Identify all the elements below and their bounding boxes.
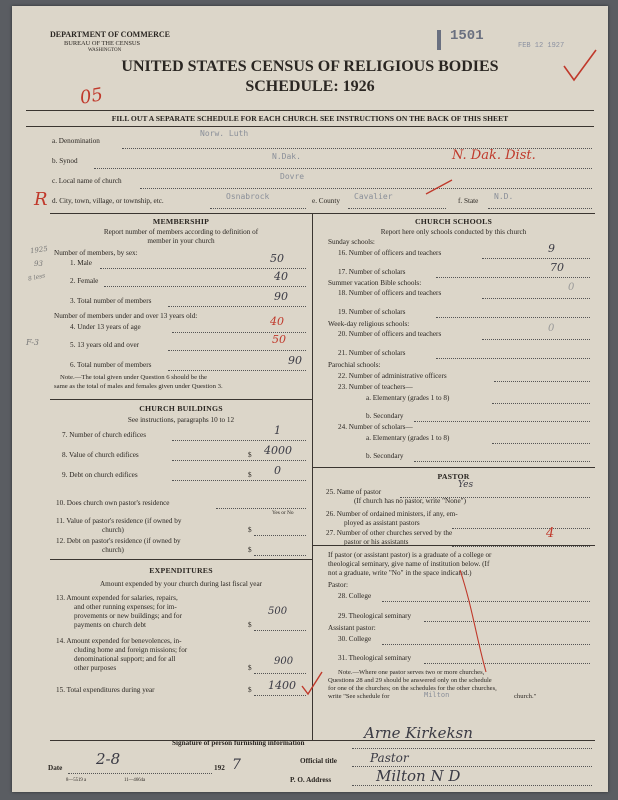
r-mark: R: [34, 189, 48, 210]
rule: [50, 399, 312, 400]
q6-label: 6. Total number of members: [70, 361, 152, 369]
year-value[interactable]: 7: [232, 757, 241, 773]
pastor-note-2: Questions 28 and 29 should be answered only on the schedule: [328, 677, 492, 684]
q23a-label: a. Elementary (grades 1 to 8): [366, 394, 450, 402]
q13-label-4: payments on church debt: [74, 621, 147, 629]
margin-note-year: 1925: [29, 244, 49, 256]
q17-label: 17. Number of scholars: [338, 268, 406, 276]
buildings-subtitle: See instructions, paragraphs 10 to 12: [127, 416, 235, 424]
form-code: 8—5519 a: [66, 778, 87, 783]
state-label: f. State: [458, 197, 479, 205]
margin-note-count: 93: [34, 260, 43, 268]
expenditures-subtitle: Amount expended by your church during last fiscal year: [99, 580, 263, 588]
q13-value[interactable]: 500: [268, 606, 288, 617]
membership-subtitle-2: member in your church: [147, 237, 215, 245]
q11-dollar: $: [248, 526, 252, 534]
pastor-sub-label: Pastor:: [328, 581, 348, 589]
pastor-note-4-end: church.": [514, 693, 537, 700]
local-name-line: [140, 188, 592, 189]
membership-note-1: Note.—The total given under Question 6 should be the: [60, 374, 207, 381]
q8-label: 8. Value of church edifices: [62, 451, 139, 459]
q5-line: [168, 350, 306, 351]
q15-line: [254, 695, 306, 696]
q29-line: [424, 621, 590, 622]
q9-dollar: $: [248, 471, 252, 479]
buildings-title: CHURCH BUILDINGS: [139, 404, 223, 413]
city-line: [210, 208, 306, 209]
q14-dollar: $: [248, 664, 252, 672]
q17-value[interactable]: 70: [550, 261, 564, 274]
red-strike-icon: [452, 566, 492, 676]
weekday-label: Week-day religious schools:: [328, 320, 410, 328]
pastor-note-value[interactable]: Milton: [424, 691, 450, 699]
pastor-note-1: Note.—Where one pastor serves two or more churches,: [338, 669, 485, 676]
q30-label: 30. College: [338, 635, 372, 643]
q3-label: 3. Total number of members: [70, 297, 152, 305]
q11-line: [254, 535, 306, 536]
q12-label-1: 12. Debt on pastor's residence (if owned by: [56, 537, 181, 545]
q24a-label: a. Elementary (grades 1 to 8): [366, 434, 450, 442]
q14-label-4: other purposes: [74, 664, 117, 672]
synod-typed-value[interactable]: N.Dak.: [272, 152, 301, 161]
q14-label-1: 14. Amount expended for benevolences, in-: [56, 637, 182, 645]
q25-label: 25. Name of pastor: [326, 488, 382, 496]
city-value[interactable]: Osnabrock: [226, 192, 270, 201]
instructions: FILL OUT A SEPARATE SCHEDULE FOR EACH CHURCH. SEE INSTRUCTIONS ON THE BACK OF THIS SHEET: [111, 114, 509, 123]
red-slash-icon: [424, 176, 454, 198]
form-title: UNITED STATES CENSUS OF RELIGIOUS BODIES: [121, 58, 499, 75]
q13-dollar: $: [248, 621, 252, 629]
q13-label-2: and other running expenses; for im-: [74, 603, 177, 611]
q18-line: [482, 298, 590, 299]
pastor-note-4: write "See schedule for: [328, 693, 390, 700]
q26-line: [452, 528, 590, 529]
q22-label: 22. Number of administrative officers: [338, 372, 447, 380]
q24-label: 24. Number of scholars—: [338, 423, 413, 431]
q16-value[interactable]: 9: [548, 242, 555, 255]
q14-label-3: denominational support; and for all: [74, 655, 176, 663]
department-name: DEPARTMENT OF COMMERCE: [50, 30, 171, 39]
by-sex-label: Number of members, by sex:: [54, 249, 138, 257]
address-value[interactable]: Milton N D: [376, 767, 461, 785]
county-label: e. County: [312, 197, 340, 205]
local-name-value[interactable]: Dovre: [280, 172, 305, 181]
q9-line: [172, 480, 306, 481]
state-line: [488, 208, 592, 209]
form-code-2: 11—4664a: [124, 778, 146, 783]
signature-line: [352, 748, 592, 749]
census-form-sheet: [12, 6, 608, 792]
q23a-line: [492, 403, 590, 404]
q8-value[interactable]: 4000: [264, 444, 292, 457]
grad-text-2: theological seminary, give name of institution below. (If: [328, 560, 490, 568]
rule: [26, 126, 594, 127]
stamp-number: 1501: [450, 28, 484, 44]
q27-line: [452, 546, 590, 547]
q7-value[interactable]: 1: [274, 424, 281, 437]
q19-line: [436, 317, 590, 318]
bureau-name: BUREAU OF THE CENSUS: [64, 40, 141, 47]
q2-line: [104, 286, 306, 287]
q6-line: [168, 370, 306, 371]
grad-text-3: not a graduate, write "No" in the space indicated.): [328, 569, 472, 577]
city-label: d. City, town, village, or township, etc.: [52, 197, 164, 205]
q23-label: 23. Number of teachers—: [338, 383, 413, 391]
stamp-bar-icon: [437, 30, 441, 50]
q3-line: [168, 306, 306, 307]
q10-label: 10. Does church own pastor's residence: [56, 499, 170, 507]
membership-title: MEMBERSHIP: [152, 217, 210, 226]
q31-label: 31. Theological seminary: [338, 654, 412, 662]
year-prefix: 192: [214, 764, 225, 772]
synod-label: b. Synod: [52, 157, 78, 165]
official-title-label: Official title: [300, 757, 337, 765]
q7-label: 7. Number of church edifices: [62, 431, 147, 439]
rule: [312, 467, 595, 468]
q15-value[interactable]: 1400: [268, 679, 296, 692]
q15-label: 15. Total expenditures during year: [56, 686, 155, 694]
q25-value[interactable]: Yes: [458, 480, 474, 490]
q25-note: (If church has no pastor, write "None"): [354, 497, 466, 505]
q23b-label: b. Secondary: [366, 412, 404, 420]
q2-label: 2. Female: [70, 277, 99, 285]
membership-subtitle-1: Report number of members according to definition of: [103, 228, 259, 236]
city-name: WASHINGTON: [88, 48, 122, 53]
q11-label-1: 11. Value of pastor's residence (if owned by: [56, 517, 182, 525]
schools-title: CHURCH SCHOOLS: [414, 217, 493, 226]
local-name-label: c. Local name of church: [52, 177, 122, 185]
pastor-title: PASTOR: [437, 472, 470, 481]
parochial-label: Parochial schools:: [328, 361, 381, 369]
q1-value[interactable]: 50: [270, 252, 284, 265]
rule: [50, 213, 595, 214]
schedule-title: SCHEDULE: 1926: [245, 78, 375, 95]
q18-label: 18. Number of officers and teachers: [338, 289, 442, 297]
q14-label-2: cluding home and foreign missions; for: [74, 646, 188, 654]
signature-label: Signature of person furnishing information: [172, 739, 305, 747]
q20-label: 20. Number of officers and teachers: [338, 330, 442, 338]
q1-line: [100, 268, 306, 269]
state-value[interactable]: N.D.: [494, 192, 514, 201]
expenditures-title: EXPENDITURES: [149, 566, 213, 575]
denomination-value[interactable]: Norw. Luth: [200, 129, 249, 138]
denomination-label: a. Denomination: [52, 137, 100, 145]
q27-value[interactable]: 4: [546, 526, 555, 541]
q21-label: 21. Number of scholars: [338, 349, 406, 357]
official-title-value[interactable]: Pastor: [370, 751, 409, 765]
q9-label: 9. Debt on church edifices: [62, 471, 138, 479]
q9-value[interactable]: 0: [274, 464, 281, 477]
county-value[interactable]: Cavalier: [354, 192, 393, 201]
address-line: [352, 785, 592, 786]
q12-dollar: $: [248, 546, 252, 554]
q13-label-1: 13. Amount expended for salaries, repairs,: [56, 594, 178, 602]
q19-label: 19. Number of scholars: [338, 308, 406, 316]
q7-line: [172, 440, 306, 441]
q4-value[interactable]: 40: [270, 315, 284, 328]
q24a-line: [492, 443, 590, 444]
q24b-line: [414, 461, 590, 462]
q15-check-icon: [300, 670, 324, 698]
q3-value[interactable]: 90: [274, 290, 288, 303]
q26-label-1: 26. Number of ordained ministers, if any, em-: [326, 510, 458, 518]
membership-note-2: same as the total of males and females given under Question 3.: [54, 383, 223, 390]
synod-handwritten-value[interactable]: N. Dak. Dist.: [452, 148, 536, 163]
q8-dollar: $: [248, 451, 252, 459]
rule: [50, 559, 312, 560]
check-mark-icon: [560, 46, 600, 86]
q5-value[interactable]: 50: [272, 333, 286, 346]
under-over-label: Number of members under and over 13 years old:: [54, 312, 198, 320]
q10-line: [216, 508, 306, 509]
q14-line: [254, 673, 306, 674]
q16-label: 16. Number of officers and teachers: [338, 249, 442, 257]
q4-label: 4. Under 13 years of age: [70, 323, 141, 331]
q20-value[interactable]: 0: [548, 323, 555, 334]
q15-dollar: $: [248, 686, 252, 694]
q6-value[interactable]: 90: [288, 354, 302, 367]
q2-value[interactable]: 40: [274, 270, 288, 283]
q27-label-1: 27. Number of other churches served by the: [326, 529, 453, 537]
grad-text-1: If pastor (or assistant pastor) is a graduate of a college or: [328, 551, 492, 559]
q31-line: [424, 663, 590, 664]
q17-line: [436, 277, 590, 278]
q12-line: [254, 555, 306, 556]
sunday-label: Sunday schools:: [328, 238, 375, 246]
date-value[interactable]: 2-8: [96, 750, 121, 768]
q29-label: 29. Theological seminary: [338, 612, 412, 620]
margin-mark: 05: [78, 84, 105, 109]
rule: [50, 740, 595, 741]
date-line: [68, 773, 212, 774]
q13-label-3: provements or new buildings; and for: [74, 612, 182, 620]
q26-label-2: ployed as assistant pastors: [344, 519, 420, 527]
county-line: [348, 208, 446, 209]
signature-value[interactable]: Arne Kirkeksn: [364, 724, 473, 742]
stamp-date: FEB 12 1927: [518, 42, 565, 50]
margin-note-less: 8 less: [27, 272, 46, 283]
q1-label: 1. Male: [70, 259, 92, 267]
summer-label: Summer vacation Bible schools:: [328, 279, 422, 287]
q28-label: 28. College: [338, 592, 372, 600]
q11-label-2: church): [102, 526, 124, 534]
date-label: Date: [48, 764, 63, 772]
yes-no-hint: Yes or No: [272, 510, 294, 516]
synod-line: [94, 168, 592, 169]
q12-label-2: church): [102, 546, 124, 554]
pastor-note-3: for one of the churches; on the schedules for the other churches,: [328, 685, 497, 692]
q24b-label: b. Secondary: [366, 452, 404, 460]
q23b-line: [414, 421, 590, 422]
q20-line: [482, 339, 590, 340]
margin-note-form: F-3: [26, 338, 39, 347]
q5-label: 5. 13 years old and over: [70, 341, 140, 349]
rule: [26, 110, 594, 111]
address-label: P. O. Address: [290, 776, 332, 784]
q18-value[interactable]: 0: [568, 282, 575, 293]
q13-line: [254, 630, 306, 631]
q14-value[interactable]: 900: [274, 656, 294, 667]
q21-line: [436, 358, 590, 359]
q16-line: [482, 258, 590, 259]
assistant-sub-label: Assistant pastor:: [328, 624, 376, 632]
q22-line: [494, 381, 590, 382]
q8-line: [172, 460, 306, 461]
schools-subtitle: Report here only schools conducted by this church: [380, 228, 527, 236]
q27-label-2: pastor or his assistants: [344, 538, 409, 546]
